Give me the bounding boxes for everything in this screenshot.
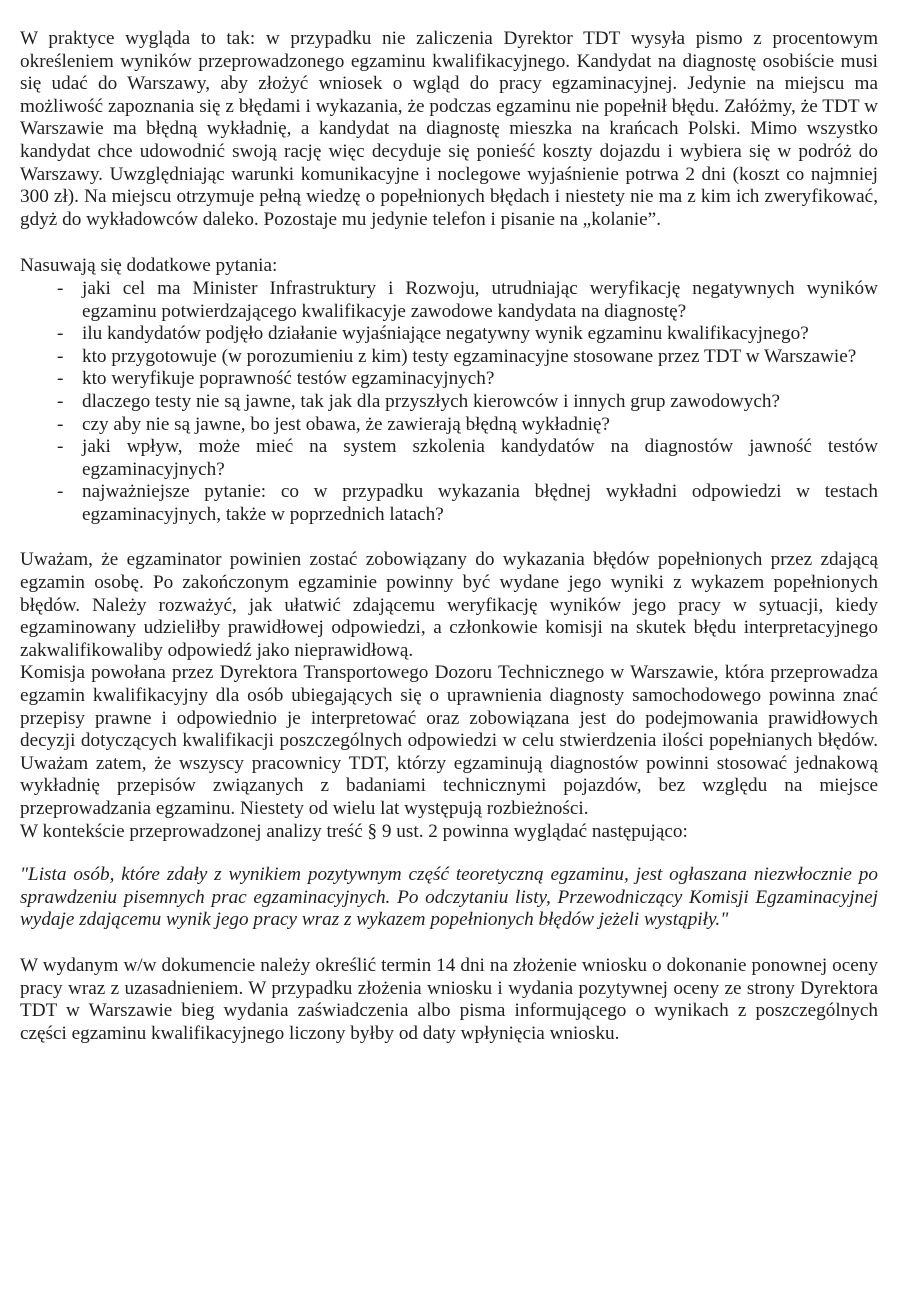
- list-item: - najważniejsze pytanie: co w przypadku wykazania błędnej wykładni odpowiedzi w testach egzaminacyjnych, także w poprzednich latach?: [82, 481, 878, 526]
- list-item: - kto przygotowuje (w porozumieniu z kim) testy egzaminacyjne stosowane przez TDT w Warszawie?: [82, 346, 878, 369]
- list-item: - ilu kandydatów podjęło działanie wyjaśniające negatywny wynik egzaminu kwalifikacyjnego?: [82, 323, 878, 346]
- paragraph-deadline: W wydanym w/w dokumencie należy określić termin 14 dni na złożenie wniosku o dokonanie ponownej oceny pracy wraz z uzasadnieniem. W przypadku złożenia wniosku i wydania pozytywnej oceny ze strony Dyrektora TDT w Warszawie bieg wydania zaświadczenia albo pisma informującego o wynikach z poszczególnych części egzaminu kwalifikacyjnego liczony byłby od daty wpłynięcia wniosku.: [20, 954, 878, 1044]
- list-item: - jaki wpływ, może mieć na system szkolenia kandydatów na diagnostów jawność testów egzaminacyjnych?: [82, 436, 878, 481]
- paragraph-context: W kontekście przeprowadzonej analizy treść § 9 ust. 2 powinna wyglądać następująco:: [20, 820, 688, 842]
- questions-intro: Nasuwają się dodatkowe pytania:: [20, 255, 278, 277]
- paragraph-practice: W praktyce wygląda to tak: w przypadku nie zaliczenia Dyrektor TDT wysyła pismo z procentowym określeniem wyników przeprowadzonego egzaminu kwalifikacyjnego. Kandydat na diagnostę osobiście musi się udać do Warszawy, aby złożyć wniosek o wgląd do pracy egzaminacyjnej. Jedynie na miejscu ma możliwość zapoznania się z błędami i wykazania, że podczas egzaminu nie popełnił błędu. Załóżmy, że TDT w Warszawie ma błędną wykładnię, a kandydat na diagnostę mieszka na krańcach Polski. Mimo wszystko kandydat chce udowodnić swoją rację więc decyduje się ponieść koszty dojazdu i wybiera się w podróż do Warszawy. Uwzględniając warunki komunikacyjne i noclegowe wyjaśnienie potrwa 2 dni (koszt co najmniej 300 zł). Na miejscu otrzymuje pełną wiedzę o popełnionych błędach i niestety nie ma z kim ich zweryfikować, gdyż do wykładowców daleko. Pozostaje mu jedynie telefon i pisanie na „kolanie”.: [20, 28, 878, 230]
- list-item: - kto weryfikuje poprawność testów egzaminacyjnych?: [82, 368, 878, 391]
- paragraph-examiner-duty: Uważam, że egzaminator powinien zostać zobowiązany do wykazania błędów popełnionych przez zdającą egzamin osobę. Po zakończonym egzaminie powinny być wydane jego wyniki z wykazem popełnionych błędów. Należy rozważyć, jak ułatwić zdającemu weryfikację wyników jego pracy w sytuacji, kiedy egzaminowany udzieliłby prawidłowej odpowiedzi, a członkowie komisji na skutek błędu interpretacyjnego zakwalifikowaliby odpowiedź jako nieprawidłową.: [20, 549, 878, 661]
- list-item: - dlaczego testy nie są jawne, tak jak dla przyszłych kierowców i innych grup zawodowych?: [82, 391, 878, 414]
- proposed-regulation-quote: "Lista osób, które zdały z wynikiem pozytywnym część teoretyczną egzaminu, jest ogłaszana niezwłocznie po sprawdzeniu pisemnych prac egzaminacyjnych. Po odczytaniu listy, Przewodniczący Komisji Egzaminacyjnej wydaje zdającemu wynik jego pracy wraz z wykazem popełnionych błędów jeżeli wystąpiły.": [20, 864, 878, 931]
- paragraph-commission: Komisja powołana przez Dyrektora Transportowego Dozoru Technicznego w Warszawie, która przeprowadza egzamin kwalifikacyjny dla osób ubiegających się o uprawnienia diagnosty samochodowego powinna znać przepisy prawne i odpowiednio je interpretować oraz zobowiązana jest do podejmowania prawidłowych decyzji dotyczących kwalifikacji poszczególnych odpowiedzi w celu stwierdzenia ilości popełnianych błędów. Uważam zatem, że wszyscy pracownicy TDT, którzy egzaminują diagnostów powinni stosować jednakową wykładnię przepisów związanych z badaniami technicznymi pojazdów, bez względu na miejsce przeprowadzania egzaminu. Niestety od wielu lat występują rozbieżności.: [20, 662, 878, 819]
- questions-list: [20, 278, 878, 527]
- list-item: - czy aby nie są jawne, bo jest obawa, że zawierają błędną wykładnię?: [82, 414, 878, 437]
- list-item: - jaki cel ma Minister Infrastruktury i Rozwoju, utrudniając weryfikację negatywnych wyników egzaminu potwierdzającego kwalifikacyje zawodowe kandydata na diagnostę?: [82, 278, 878, 323]
